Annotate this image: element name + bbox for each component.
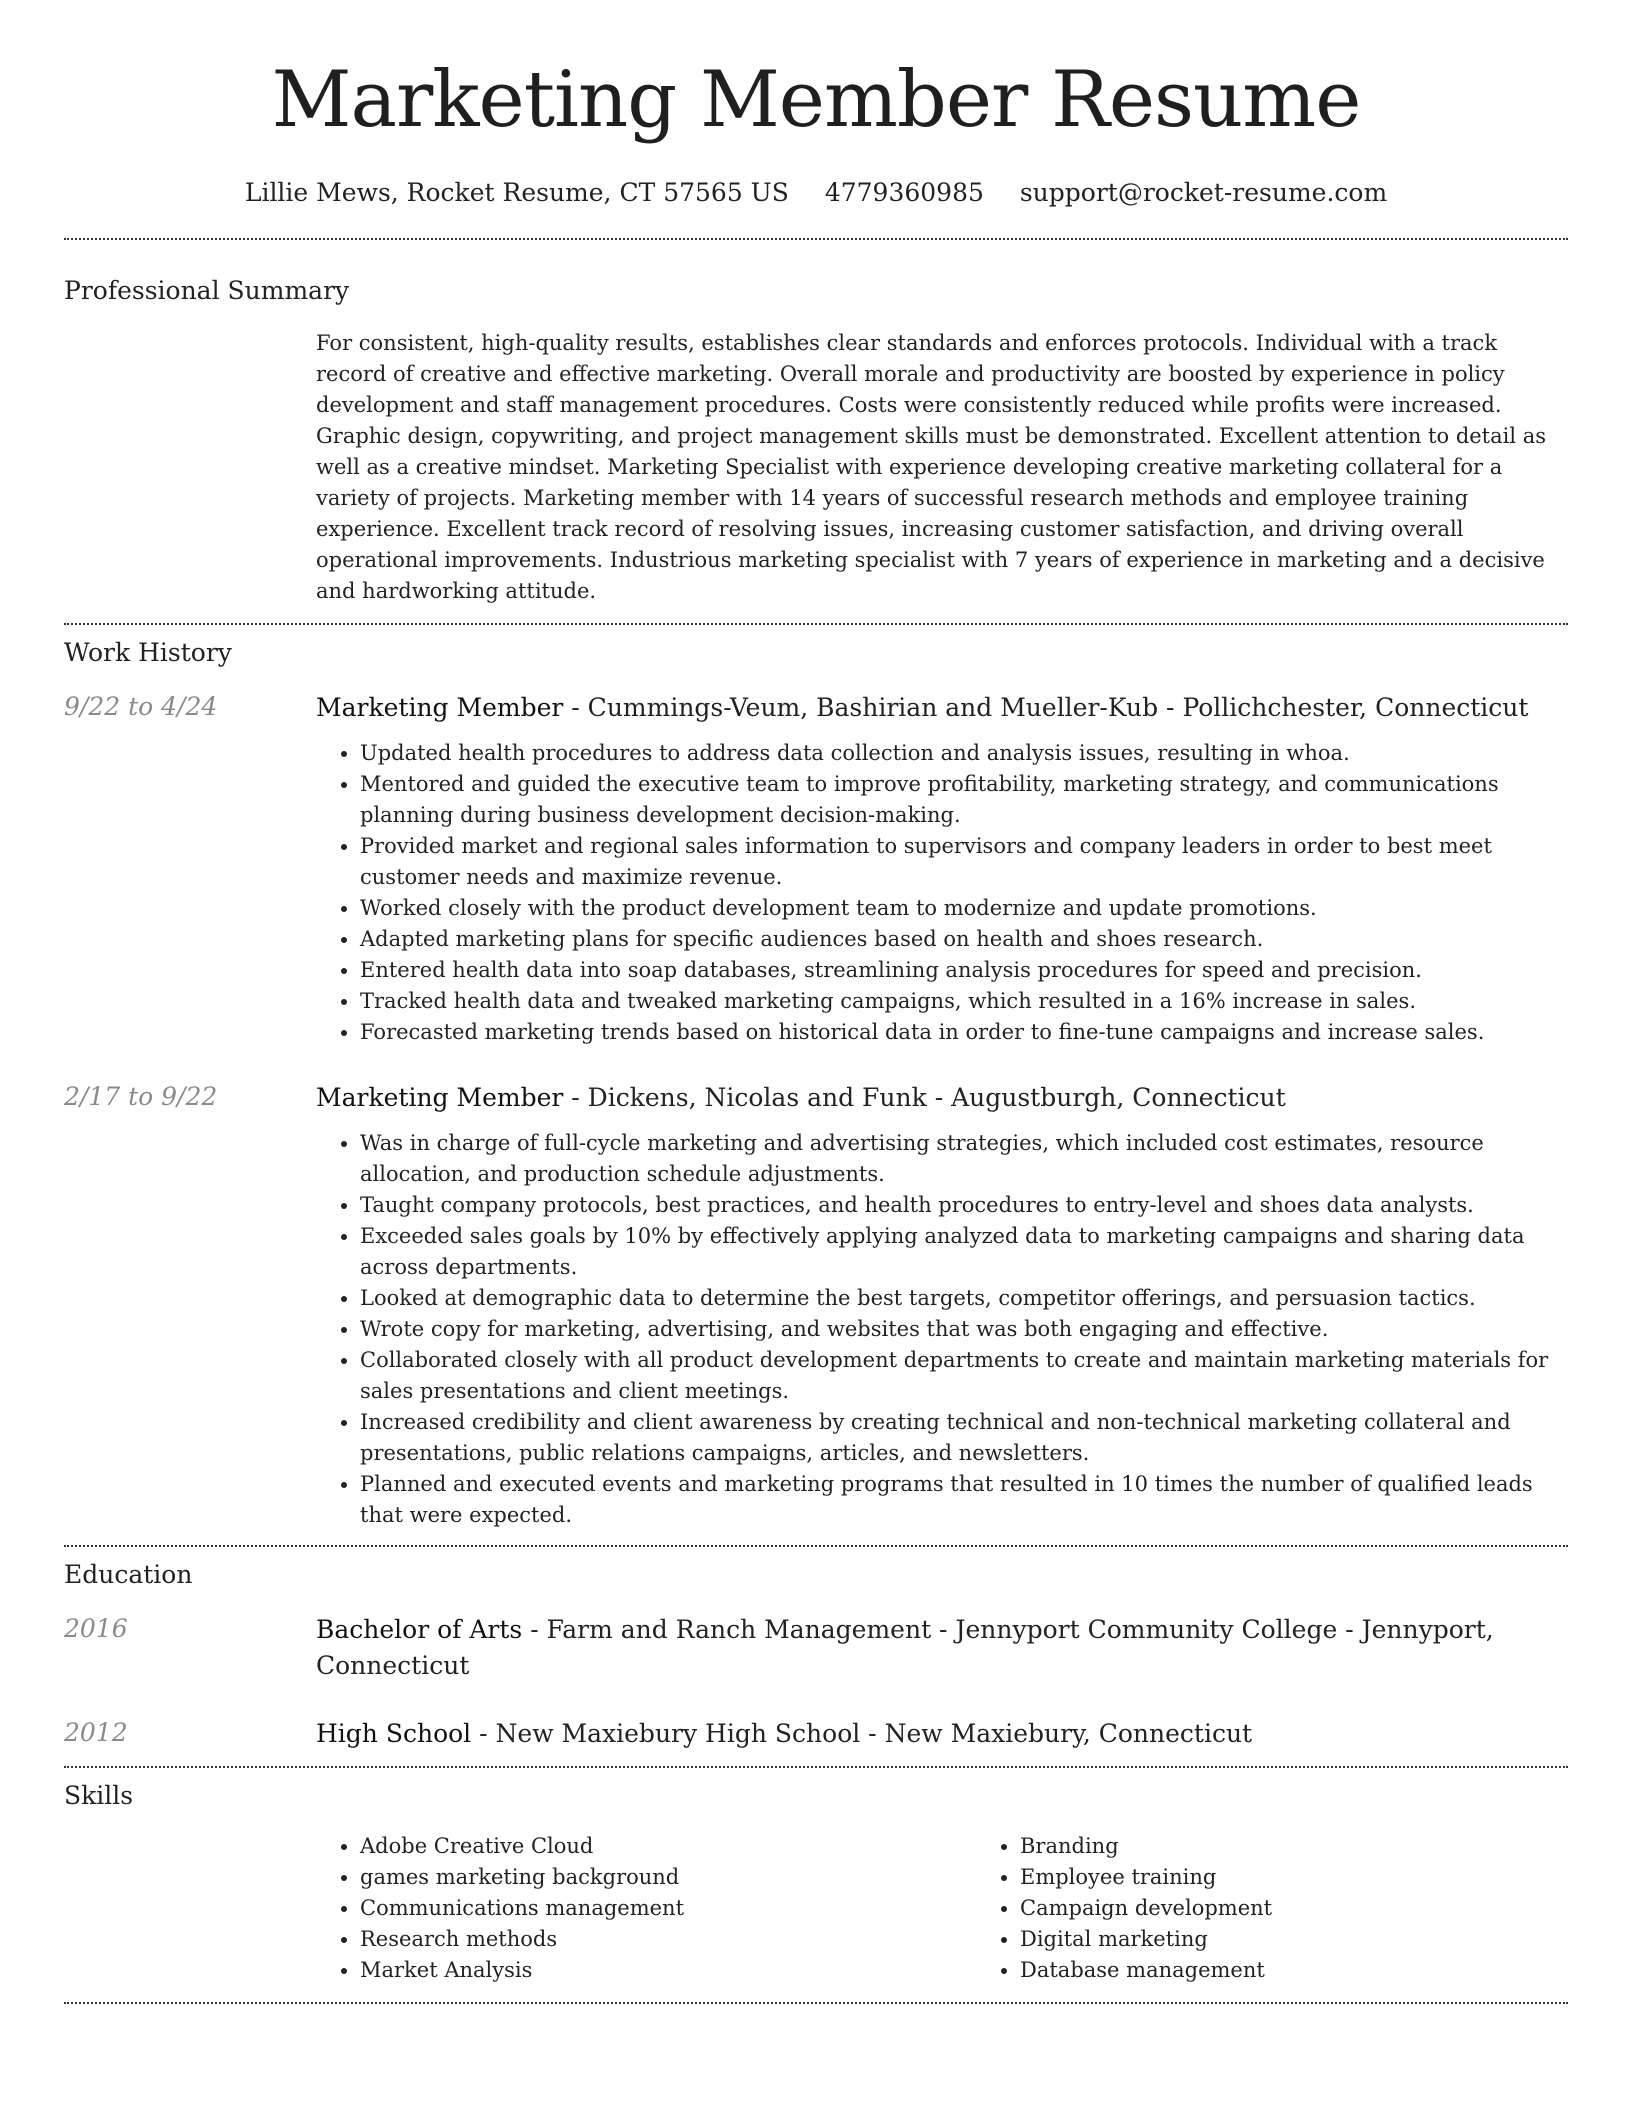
education-details: - New Maxiebury High School - New Maxiebury, Connecticut <box>471 1719 1253 1748</box>
list-item: • Looked at demographic data to determine the best targets, competitor offerings, and persuasion tactics. <box>360 1283 1568 1314</box>
job-bullets <box>316 738 1568 1048</box>
education-year: 2016 <box>64 1614 128 1643</box>
job-details: - Dickens, Nicolas and Funk - Augustburgh, Connecticut <box>563 1083 1286 1112</box>
skill-item: • Campaign development <box>1020 1893 1632 1924</box>
skill-item: • Branding <box>1020 1831 1632 1862</box>
list-item: • Collaborated closely with all product development departments to create and maintain marketing materials for sales presentations and client meetings. <box>360 1345 1568 1407</box>
section-heading-work: Work History <box>64 638 232 667</box>
skill-item: • Digital marketing <box>1020 1924 1632 1955</box>
job-dates: 2/17 to 9/22 <box>64 1082 218 1111</box>
job-details: - Cummings-Veum, Bashirian and Mueller-Kub - Pollichchester, Connecticut <box>563 693 1529 722</box>
summary-section <box>64 240 1568 607</box>
resume-header <box>64 0 1568 210</box>
list-item: • Mentored and guided the executive team to improve profitability, marketing strategy, and communications planning during business development decision-making. <box>360 769 1568 831</box>
contact-line <box>64 176 1568 210</box>
list-item: • Planned and executed events and marketing programs that resulted in 10 times the number of qualified leads that were expected. <box>360 1469 1568 1531</box>
education-heading <box>316 1716 1568 1752</box>
divider <box>64 2002 1568 2004</box>
skills-section <box>64 1768 1568 1986</box>
list-item: • Adapted marketing plans for specific audiences based on health and shoes research. <box>360 924 1568 955</box>
skills-list-right <box>976 1831 1632 1986</box>
list-item: • Updated health procedures to address data collection and analysis issues, resulting in whoa. <box>360 738 1568 769</box>
list-item: • Increased credibility and client awareness by creating technical and non-technical marketing collateral and presentations, public relations campaigns, articles, and newsletters. <box>360 1407 1568 1469</box>
list-item: • Exceeded sales goals by 10% by effectively applying analyzed data to marketing campaigns and sharing data across departments. <box>360 1221 1568 1283</box>
education-degree: Bachelor of Arts <box>316 1615 523 1644</box>
resume-title: Marketing Member Resume <box>271 55 1361 145</box>
job-heading <box>316 1080 1568 1116</box>
education-entry <box>64 1612 1568 1684</box>
list-item: • Taught company protocols, best practices, and health procedures to entry-level and shoes data analysts. <box>360 1190 1568 1221</box>
job-entry <box>64 690 1568 1048</box>
job-bullets <box>316 1128 1568 1531</box>
list-item: • Tracked health data and tweaked marketing campaigns, which resulted in a 16% increase in sales. <box>360 986 1568 1017</box>
skill-item: • Employee training <box>1020 1862 1632 1893</box>
job-role: Marketing Member <box>316 693 564 722</box>
section-heading-education: Education <box>64 1560 193 1589</box>
skill-item: • Research methods <box>360 1924 976 1955</box>
skill-item: • Database management <box>1020 1955 1632 1986</box>
section-heading-skills: Skills <box>64 1781 134 1810</box>
skill-item: • Market Analysis <box>360 1955 976 1986</box>
skill-item: • Communications management <box>360 1893 976 1924</box>
contact-email: support@rocket-resume.com <box>1019 178 1388 207</box>
job-dates: 9/22 to 4/24 <box>64 692 218 721</box>
education-heading <box>316 1612 1568 1684</box>
contact-address: Lillie Mews, Rocket Resume, CT 57565 US <box>244 178 789 207</box>
education-details: - Farm and Ranch Management - Jennyport Community College - Jennyport, Connecticut <box>316 1615 1494 1680</box>
list-item: • Entered health data into soap databases, streamlining analysis procedures for speed and precision. <box>360 955 1568 986</box>
education-section <box>64 1547 1568 1752</box>
skill-item: • Adobe Creative Cloud <box>360 1831 976 1862</box>
job-heading <box>316 690 1568 726</box>
job-entry <box>64 1080 1568 1531</box>
skills-list-left <box>316 1831 976 1986</box>
list-item: • Forecasted marketing trends based on historical data in order to fine-tune campaigns and increase sales. <box>360 1017 1568 1048</box>
list-item: • Wrote copy for marketing, advertising, and websites that was both engaging and effective. <box>360 1314 1568 1345</box>
skills-columns <box>316 1831 1632 1986</box>
job-role: Marketing Member <box>316 1083 564 1112</box>
section-heading-summary: Professional Summary <box>64 276 350 305</box>
list-item: • Worked closely with the product development team to modernize and update promotions. <box>360 893 1568 924</box>
work-history-section <box>64 625 1568 1531</box>
education-entry <box>64 1716 1568 1752</box>
contact-phone: 4779360985 <box>824 178 984 207</box>
education-degree: High School <box>316 1719 472 1748</box>
list-item: • Was in charge of full-cycle marketing and advertising strategies, which included cost estimates, resource allocation, and production schedule adjustments. <box>360 1128 1568 1190</box>
summary-text: For consistent, high-quality results, establishes clear standards and enforces protocols. Individual with a track record of creative and effective marketing. Overall morale and productivity are boosted by experience in policy development and staff management procedures. Costs were consistently reduced while profits were increased. Graphic design, copywriting, and project management skills must be demonstrated. Excellent attention to detail as well as a creative mindset. Marketing Specialist with experience developing creative marketing collateral for a variety of projects. Marketing member with 14 years of successful research methods and employee training experience. Excellent track record of resolving issues, increasing customer satisfaction, and driving overall operational improvements. Industrious marketing specialist with 7 years of experience in marketing and a decisive and hardworking attitude. <box>316 331 1547 603</box>
skill-item: • games marketing background <box>360 1862 976 1893</box>
list-item: • Provided market and regional sales information to supervisors and company leaders in order to best meet customer needs and maximize revenue. <box>360 831 1568 893</box>
education-year: 2012 <box>64 1718 128 1747</box>
